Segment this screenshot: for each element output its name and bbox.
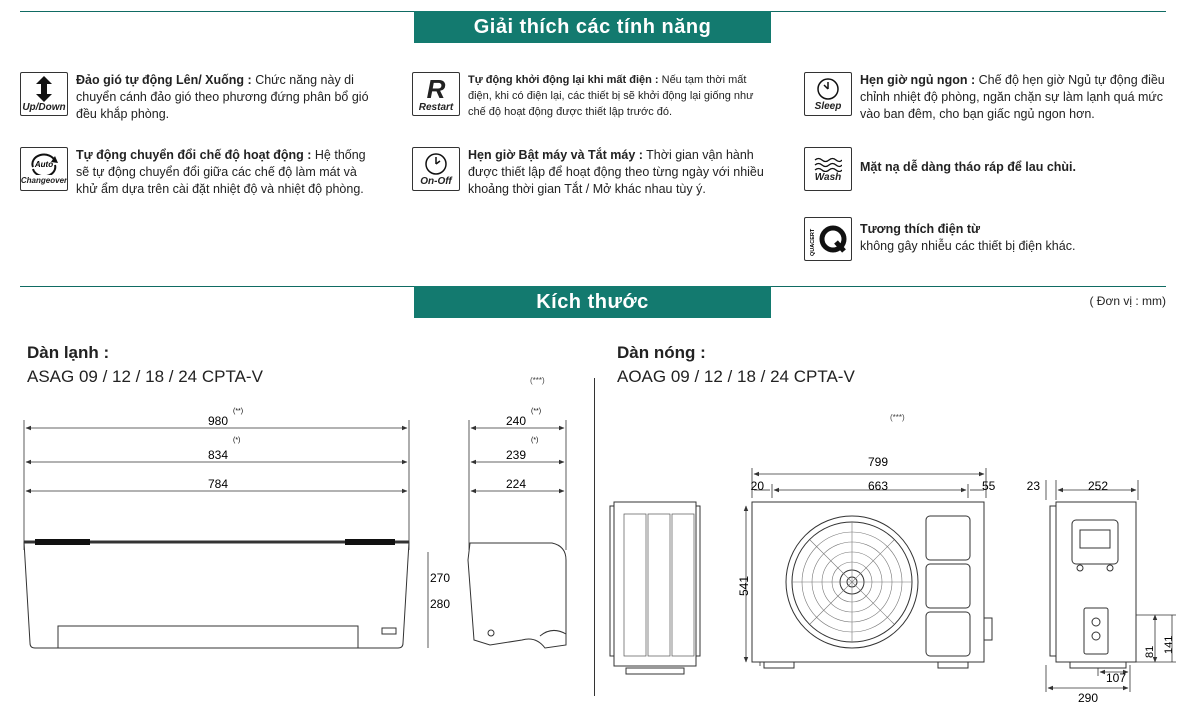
dim-label: 141: [1163, 635, 1175, 654]
dim-label: 270: [430, 571, 451, 585]
indoor-note: (***): [530, 376, 545, 385]
wash-icon: Wash: [804, 147, 852, 191]
outdoor-heading: Dàn nóng :: [617, 343, 706, 362]
dim-label: 834: [207, 448, 229, 462]
features-banner: Giải thích các tính năng: [414, 11, 771, 43]
feature-auto-changeover: [20, 147, 380, 198]
dim-note: (**): [233, 408, 244, 415]
outdoor-model: AOAG 09 / 12 / 18 / 24 CPTA-V: [617, 367, 855, 386]
outdoor-note: (***): [890, 413, 905, 422]
restart-icon: R Restart: [412, 72, 460, 116]
feature-wash: [804, 147, 1174, 191]
dim-label: 239: [505, 448, 527, 462]
feature-name: Hẹn giờ Bật máy và Tắt máy :: [468, 148, 643, 162]
feature-restart: [412, 72, 772, 120]
dim-label: 81: [1144, 645, 1156, 658]
feature-sleep: [804, 72, 1174, 123]
fan-grill: [792, 522, 912, 642]
section-divider: [594, 378, 595, 696]
feature-desc: không gây nhiễu các thiết bị điện khác.: [860, 239, 1076, 253]
indoor-model: ASAG 09 / 12 / 18 / 24 CPTA-V: [27, 367, 263, 386]
feature-desc: Thời gian vận hành được thiết lập để hoạt động theo từng ngày với nhiều khoảng thời gian Tắt / Mở khác nhau tùy ý.: [468, 148, 764, 196]
dim-label: 784: [207, 477, 229, 491]
feature-name: Tương thích điện từ: [860, 222, 981, 236]
feature-desc: Chế độ hẹn giờ Ngủ tự động điều chỉnh nhiệt độ phòng, ngăn chặn sự làm lạnh quá mức vào ban đêm, cho bạn giấc ngủ ngon hơn.: [860, 73, 1165, 121]
feature-desc: Hệ thống sẽ tự động chuyển đổi giữa các chế độ làm mát và khử ẩm dựa trên cài đặt nhiệt độ và nhiệt độ phòng.: [76, 148, 366, 196]
dim-label: 107: [1105, 671, 1127, 685]
dim-label: 55: [982, 479, 996, 493]
feature-name: Mặt nạ dễ dàng tháo ráp để lau chùi.: [860, 159, 1076, 174]
outdoor-unit-drawing: [600, 440, 1188, 710]
dim-label: 799: [867, 455, 889, 469]
feature-emc: [804, 217, 1174, 261]
feature-desc: Chức năng này di chuyển cánh đảo gió theo phương đứng phân bổ gió đều khắp phòng.: [76, 73, 369, 121]
indoor-heading: Dàn lạnh :: [27, 343, 110, 362]
dim-label: 541: [737, 575, 751, 596]
dim-label: 252: [1087, 479, 1109, 493]
on-off-timer-icon: On-Off: [412, 147, 460, 191]
auto-changeover-icon: Auto Changeover: [20, 147, 68, 191]
quacert-icon: [804, 217, 852, 261]
feature-name: Tự động khởi động lại khi mất điện :: [468, 74, 659, 86]
dim-label: 280: [430, 597, 451, 611]
dimensions-banner: Kích thước: [414, 286, 771, 318]
dim-label: 663: [867, 479, 889, 493]
dim-label: 980: [207, 414, 229, 428]
dim-label: 240: [505, 414, 527, 428]
feature-updown: [20, 72, 380, 123]
dim-label: 23: [1026, 479, 1040, 493]
dim-note: (*): [233, 437, 241, 444]
feature-name: Hẹn giờ ngủ ngon :: [860, 73, 976, 87]
dim-note: (**): [531, 408, 542, 415]
indoor-unit-drawing: [0, 400, 594, 710]
feature-name: Tự động chuyển đổi chế độ hoạt động :: [76, 148, 312, 162]
unit-label: ( Đơn vị : mm): [1089, 294, 1166, 308]
sleep-icon: Sleep: [804, 72, 852, 116]
svg-text:QUACERT: QUACERT: [810, 228, 816, 256]
dim-label: 224: [505, 477, 527, 491]
feature-on-off-timer: [412, 147, 777, 198]
feature-name: Đảo gió tự động Lên/ Xuống :: [76, 73, 252, 87]
dim-label: 20: [750, 479, 764, 493]
updown-icon: Up/Down: [20, 72, 68, 116]
dim-label: 290: [1077, 691, 1099, 705]
svg-text:Auto: Auto: [34, 159, 54, 169]
dim-note: (*): [531, 437, 539, 444]
feature-desc: Nếu tạm thời mất điện, khi có điện lại, các thiết bị sẽ khởi động lại giống như chế độ hoạt động được thiết lập trước đó.: [468, 74, 754, 118]
